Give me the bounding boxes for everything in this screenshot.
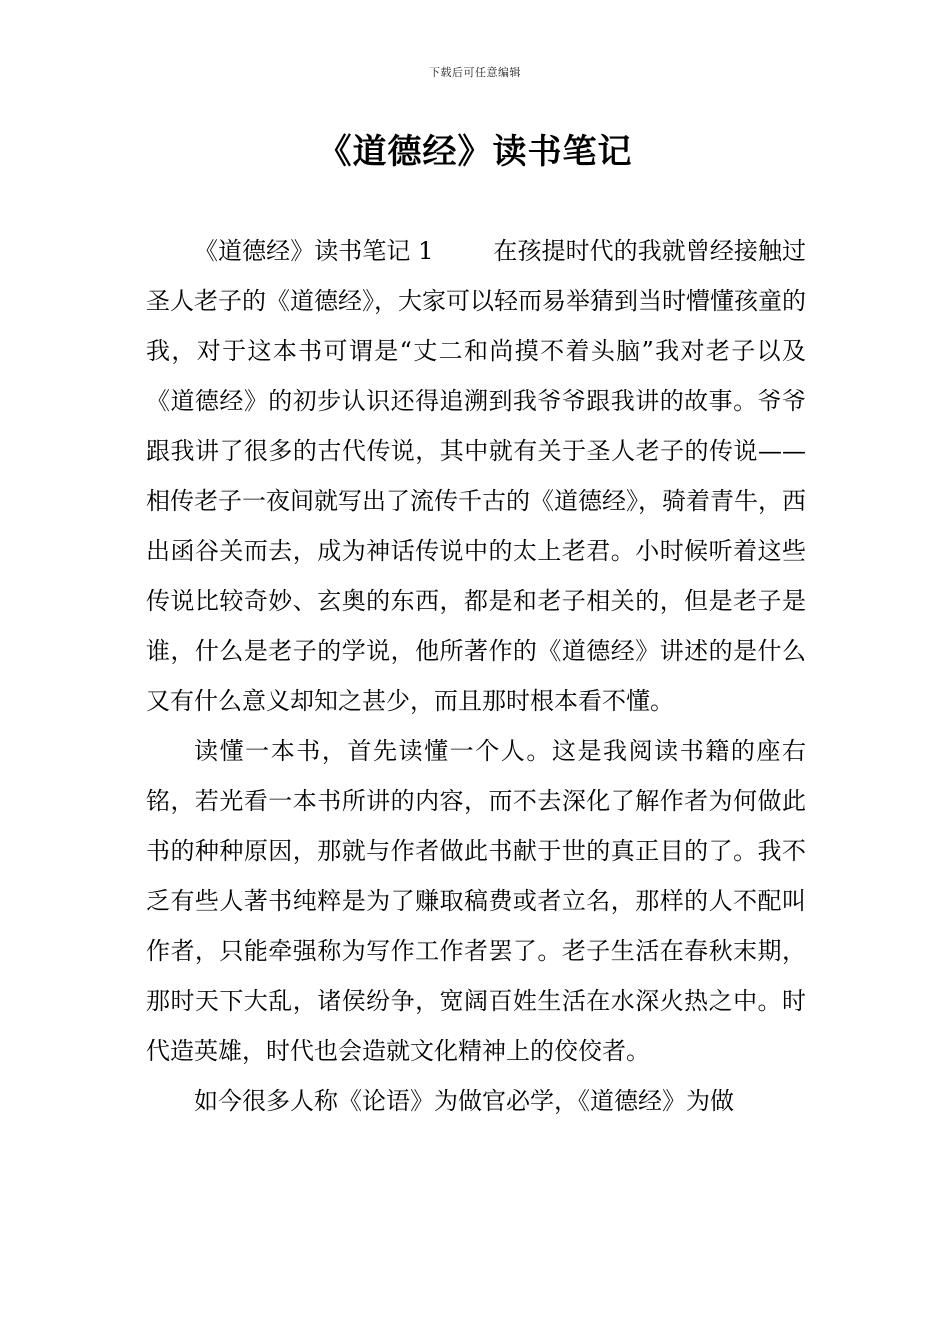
section-heading: 《道德经》读书笔记 1 <box>194 237 434 265</box>
paragraph-text: 读懂一本书，首先读懂一个人。这是我阅读书籍的座右铭，若光看一本书所讲的内容，而不去深化了解作者为何做此书的种种原因，那就与作者做此书献于世的真正目的了。我不乏有些人著书纯粹是为了赚取稿费或者立名，那样的人不配叫作者，只能牵强称为写作工作者罢了。老子生活在春秋末期，那时天下大乱，诸侯纷争，宽阔百姓生活在水深火热之中。时代造英雄，时代也会造就文化精神上的佼佼者。 <box>146 737 806 1065</box>
document-body <box>146 226 806 1126</box>
paragraph <box>146 226 806 726</box>
paragraph <box>146 1076 806 1126</box>
document-title: 《道德经》读书笔记 <box>317 132 633 172</box>
paragraph <box>146 726 806 1076</box>
header-note: 下载后可任意编辑 <box>429 66 521 79</box>
paragraph-text: 如今很多人称《论语》为做官必学，《道德经》为做 <box>194 1087 734 1115</box>
paragraph-text: 在孩提时代的我就曾经接触过圣人老子的《道德经》，大家可以轻而易举猜到当时懵懂孩童的我，对于这本书可谓是“丈二和尚摸不着头脑”我对老子以及《道德经》的初步认识还得追溯到我爷爷跟我讲的故事。爷爷跟我讲了很多的古代传说，其中就有关于圣人老子的传说——相传老子一夜间就写出了流传千古的《道德经》，骑着青牛，西出函谷关而去，成为神话传说中的太上老君。小时候听着这些传说比较奇妙、玄奥的东西，都是和老子相关的，但是老子是谁，什么是老子的学说，他所著作的《道德经》讲述的是什么又有什么意义却知之甚少，而且那时根本看不懂。 <box>146 237 806 715</box>
